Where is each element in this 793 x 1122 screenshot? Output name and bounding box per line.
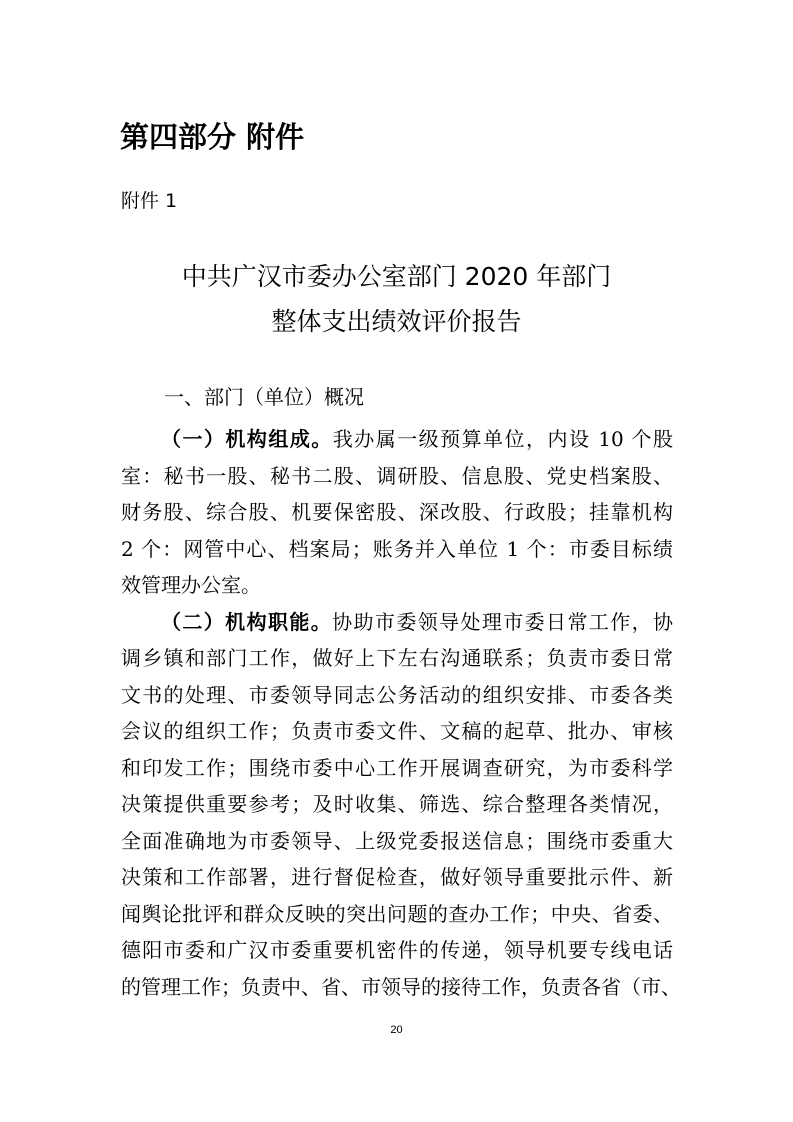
paragraph-line: 文书的处理、市委领导同志公务活动的组织安排、市委各类	[121, 683, 673, 707]
paragraph-lead: （一）机构组成。	[161, 427, 333, 451]
report-title-line2: 整体支出绩效评价报告	[271, 307, 522, 336]
paragraph-lead: （二）机构职能。	[161, 610, 333, 634]
paragraph-line	[161, 607, 673, 637]
paragraph-line: 室：秘书一股、秘书二股、调研股、信息股、党史档案股、	[121, 464, 673, 488]
paragraph-line: 效管理办公室。	[121, 573, 261, 597]
paragraph-text: 协助市委领导处理市委日常工作，协	[332, 610, 674, 634]
paragraph-line: 调乡镇和部门工作，做好上下左右沟通联系；负责市委日常	[121, 646, 673, 670]
section-heading: 一、部门（单位）概况	[164, 385, 364, 409]
paragraph-line: 德阳市委和广汉市委重要机密件的传递，领导机要专线电话	[121, 938, 673, 962]
page-number: 20	[390, 1024, 403, 1036]
paragraph-line: 决策提供重要参考；及时收集、筛选、综合整理各类情况，	[121, 792, 673, 816]
paragraph-line: 财务股、综合股、机要保密股、深改股、行政股；挂靠机构	[121, 500, 673, 524]
paragraph-line: 决策和工作部署，进行督促检查，做好领导重要批示件、新	[121, 865, 673, 889]
attachment-label: 附件 1	[121, 190, 178, 212]
paragraph-line: 和印发工作；围绕市委中心工作开展调查研究，为市委科学	[121, 756, 673, 780]
paragraph-text: 我办属一级预算单位，内设 10 个股	[332, 427, 674, 451]
paragraph-line: 的管理工作；负责中、省、市领导的接待工作，负责各省（市、	[121, 975, 681, 999]
part-title: 第四部分 附件	[120, 120, 305, 154]
paragraph-line: 2 个：网管中心、档案局；账务并入单位 1 个：市委目标绩	[121, 537, 673, 561]
paragraph-line	[161, 424, 673, 454]
paragraph-line: 会议的组织工作；负责市委文件、文稿的起草、批办、审核	[121, 719, 673, 743]
report-title-line1: 中共广汉市委办公室部门 2020 年部门	[181, 262, 612, 291]
paragraph-line: 全面准确地为市委领导、上级党委报送信息；围绕市委重大	[121, 829, 673, 853]
paragraph-line: 闻舆论批评和群众反映的突出问题的查办工作；中央、省委、	[121, 902, 673, 926]
